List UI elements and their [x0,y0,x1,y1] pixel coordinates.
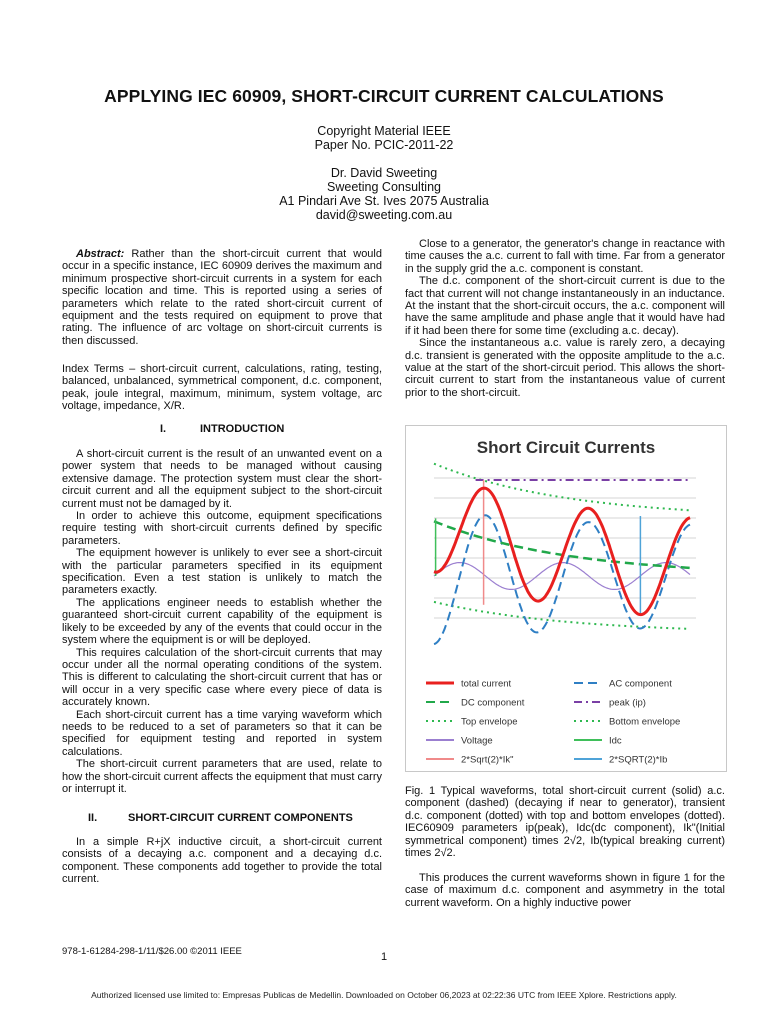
chart-title: Short Circuit Currents [476,438,656,457]
author-email: david@sweeting.com.au [315,208,453,222]
section-2-body [62,836,382,886]
legend-label: Voltage [461,735,493,747]
legend-label: 2*Sqrt(2)*Ik" [461,754,514,766]
legend-label: DC component [461,697,525,709]
legend-label: total current [461,678,512,690]
section-1-heading [160,423,284,435]
legend-label: Bottom envelope [609,716,681,728]
paragraph: Each short-circuit current has a time varying waveform which needs to be reduced to a set of parameters so that it can be specified for equipment testing and reported in system calculations. [62,708,382,758]
series-ac-component [434,515,690,644]
section-1-number: I. [160,423,167,435]
license-notice: Authorized licensed use limited to: Empresas Publicas de Medellin. Downloaded on October 06,2023 at 02:22:36 UTC from IEEE Xplore. Restrictions apply. [91,990,677,1000]
paragraph: The equipment however is unlikely to ever see a short-circuit with the particular parameters specified in its equipment specification. Even a test station is unlikely to match the parameters exactly. [62,547,382,597]
legend-label: Top envelope [461,716,518,728]
series-top-envelope [434,464,690,511]
figure-1 [405,425,727,772]
paragraph: This requires calculation of the short-circuit currents that may occur under all the normal operating conditions of the system. This is different to calculating the short-circuit current that has or will occur in a very specific case where every piece of data is accurately known. [62,646,382,709]
section-1-title: INTRODUCTION [200,423,285,435]
author-address: A1 Pindari Ave St. Ives 2075 Australia [279,194,489,208]
author-organization: Sweeting Consulting [327,180,441,194]
paragraph: The d.c. component of the short-circuit current is due to the fact that current will not change instantaneously in an inductance. At the instant that the short-circuit occurs, the a.c. component will have the same amplitude and phase angle that it would have had if it had been there for some time (excluding a.c. decay). [405,275,725,337]
paper-title: APPLYING IEC 60909, SHORT-CIRCUIT CURRENT CALCULATIONS [104,86,664,106]
isbn-footer: 978-1-61284-298-1/11/$26.00 ©2011 IEEE [62,946,242,957]
paragraph: The applications engineer needs to establish whether the guaranteed short-circuit current capability of the equipment is likely to be exceeded by any of the events that could occur in the system where the equipment is or will be deployed. [62,596,382,647]
page-number: 1 [380,951,388,963]
section-2-number: II. [88,812,98,824]
author-name: Dr. David Sweeting [330,166,438,180]
section-1-body [62,448,382,795]
legend-label: 2*SQRT(2)*Ib [609,754,668,766]
legend-label: Idc [609,735,622,747]
section-2-title: SHORT-CIRCUIT CURRENT COMPONENTS [128,812,353,824]
short-circuit-chart [406,426,726,771]
paragraph: The short-circuit current parameters that are used, relate to how the short-circuit current affects the equipment that must carry or interrupt it. [62,758,382,795]
figure-caption: Fig. 1 Typical waveforms, total short-circuit current (solid) a.c. component (dashed) (decaying if near to generator), transient d.c. component (dotted) with top and bottom envelopes (dotted). IEC60909 parameters ip(peak), Idc(dc component), Ik"(Initial symmetrical component) times 2√2, Ib(typical breaking current) times 2√2. [405,785,725,860]
right-column-bottom [405,872,725,909]
paragraph: In a simple R+jX inductive circuit, a short-circuit current consists of a decaying a.c. component and a decaying d.c. component. These components add together to provide the total current. [62,836,382,886]
abstract-text: Rather than the short-circuit current that would occur in a specific instance, IEC 60909 derives the maximum and minimum prospective short-circuit currents in a system for each specific location and time. This is reported using a series of parameters which relate to the rated short-circuit current of equipment and the tests required on equipment to prove that rating. The influence of arc voltage on short-circuit currents is then discussed. [62,248,382,347]
legend-label: peak (ip) [609,697,646,709]
paragraph: This produces the current waveforms shown in figure 1 for the case of maximum d.c. component and asymmetry in the total current waveform. On a highly inductive power [405,872,725,909]
paragraph: A short-circuit current is the result of an unwanted event on a power system that needs to be managed without causing extensive damage. The protection system must clear the short-circuit current and all the equipment subject to the short-circuit current must not be damaged by it. [62,448,382,510]
paragraph: In order to achieve this outcome, equipment specifications require testing with short-circuit currents defined by specific parameters. [62,510,382,547]
paragraph: Close to a generator, the generator's change in reactance with time causes the a.c. current to fall with time. Far from a generator in the supply grid the a.c. component is constant. [405,238,725,275]
abstract [62,248,382,347]
paragraph: Since the instantaneous a.c. value is rarely zero, a decaying d.c. transient is generated with the opposite amplitude to the a.c. value at the start of the short-circuit period. This allows the short-circuit current to start from the instantaneous value of current prior to the short-circuit. [405,337,725,399]
legend-label: AC component [609,678,672,690]
right-column-top [405,238,725,399]
section-2-heading [88,812,353,824]
copyright-line: Copyright Material IEEE [317,124,451,138]
abstract-label: Abstract: [76,248,125,260]
index-terms: Index Terms – short-circuit current, calculations, rating, testing, balanced, unbalanced, symmetrical component, d.c. component, peak, joule integral, maximum, minimum, system voltage, arc voltage, impedance, X/R. [62,363,382,413]
paper-number: Paper No. PCIC-2011-22 [314,138,454,152]
